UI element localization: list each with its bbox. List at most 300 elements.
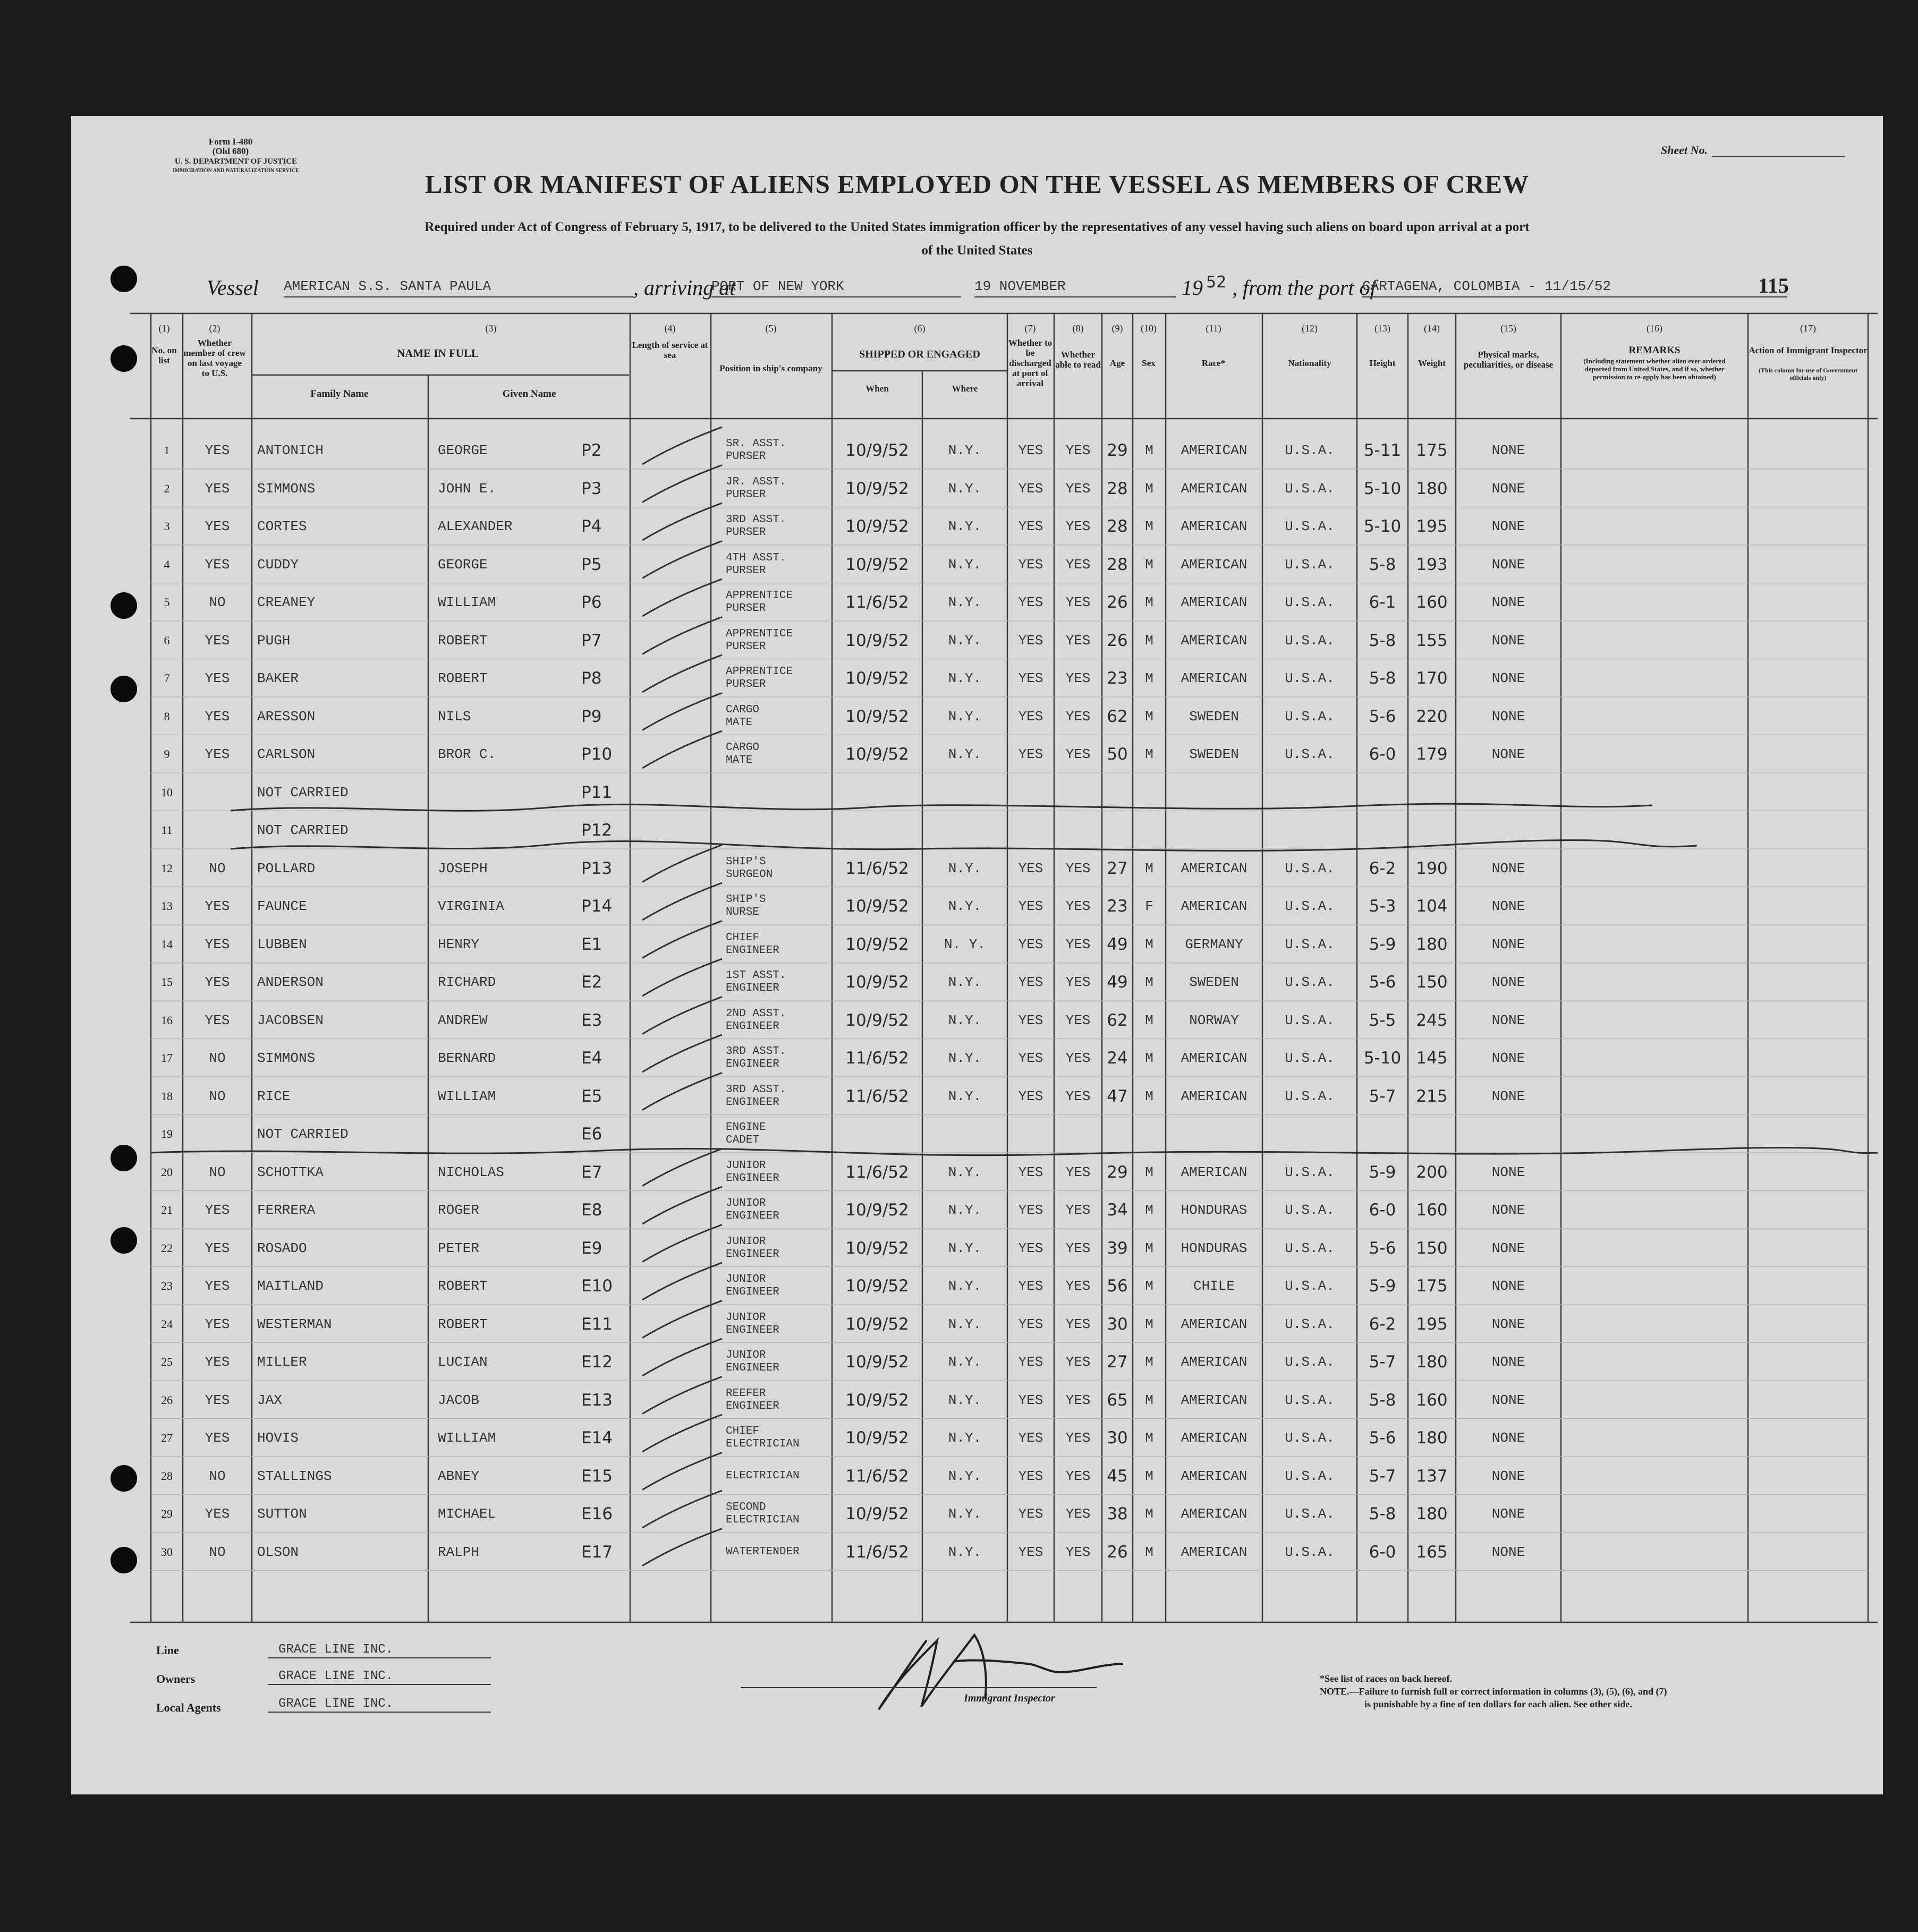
crew-code: E5	[581, 1086, 602, 1106]
nationality-value: U.S.A.	[1285, 442, 1335, 458]
row-number: 22	[161, 1241, 173, 1255]
physical-marks-value: NONE	[1491, 1430, 1525, 1446]
table-row	[71, 1002, 1883, 1039]
crew-code: E3	[581, 1010, 602, 1030]
shipped-when: 10/9/52	[845, 1314, 909, 1334]
arrival-port: PORT OF NEW YORK	[711, 278, 844, 294]
race-value: NORWAY	[1189, 1012, 1239, 1028]
height-value: 5-7	[1369, 1466, 1396, 1486]
given-name: ROBERT	[438, 670, 488, 686]
nationality-value: U.S.A.	[1285, 1088, 1335, 1104]
family-name: RICE	[257, 1088, 291, 1104]
shipped-where: N.Y.	[948, 1278, 982, 1294]
age-value: 47	[1107, 1086, 1128, 1106]
sex-value: M	[1145, 594, 1153, 610]
discharged-value: YES	[1018, 556, 1043, 573]
family-name: CORTES	[257, 518, 307, 534]
table-row	[71, 1267, 1883, 1305]
header-race: Race*	[1201, 358, 1226, 368]
age-value: 45	[1107, 1466, 1128, 1486]
shipped-when: 11/6/52	[845, 858, 909, 878]
row-number: 12	[161, 861, 173, 875]
physical-marks-value: NONE	[1491, 518, 1525, 534]
discharged-value: YES	[1018, 1468, 1043, 1484]
position-cell	[726, 1306, 832, 1343]
age-value: 49	[1107, 934, 1128, 954]
weight-value: 175	[1416, 441, 1448, 460]
row-number: 17	[161, 1051, 173, 1065]
crew-code: P13	[581, 858, 613, 878]
position-line-1: ENGINE	[726, 1121, 766, 1134]
nationality-value: U.S.A.	[1285, 670, 1335, 686]
sex-value: M	[1145, 556, 1153, 573]
physical-marks-value: NONE	[1491, 1240, 1525, 1256]
shipped-when: 11/6/52	[845, 1162, 909, 1182]
nationality-value: U.S.A.	[1285, 480, 1335, 497]
given-name: JACOB	[438, 1392, 480, 1408]
row-number: 29	[161, 1507, 173, 1520]
crew-code: P12	[581, 821, 613, 840]
position-cell	[726, 774, 832, 811]
weight-value: 104	[1416, 897, 1448, 916]
race-value: GERMANY	[1185, 936, 1243, 952]
row-number: 16	[161, 1013, 173, 1027]
able-to-read-value: YES	[1065, 1202, 1091, 1218]
nationality-value: U.S.A.	[1285, 1392, 1335, 1408]
family-name: ROSADO	[257, 1240, 307, 1256]
shipped-when: 10/9/52	[845, 934, 909, 954]
race-value: AMERICAN	[1181, 1468, 1247, 1484]
nationality-value: U.S.A.	[1285, 936, 1335, 952]
binder-hole	[111, 266, 137, 292]
position-cell	[726, 1458, 832, 1495]
position-line-1: CHIEF	[726, 1425, 760, 1437]
binder-hole	[111, 1465, 137, 1492]
nationality-value: U.S.A.	[1285, 556, 1335, 573]
row-number: 6	[164, 633, 170, 647]
col-15-number: (15)	[1500, 323, 1516, 334]
height-value: 5-6	[1369, 707, 1396, 726]
discharged-value: YES	[1018, 898, 1043, 914]
table-row	[71, 622, 1883, 659]
height-value: 5-8	[1369, 669, 1396, 688]
able-to-read-value: YES	[1065, 746, 1091, 762]
able-to-read-value: YES	[1065, 1278, 1091, 1294]
shipped-when: 10/9/52	[845, 1390, 909, 1410]
col-2-number: (2)	[209, 323, 220, 334]
crew-code: E8	[581, 1201, 602, 1220]
nationality-value: U.S.A.	[1285, 594, 1335, 610]
header-nationality: Nationality	[1288, 358, 1331, 368]
position-line-1: JUNIOR	[726, 1235, 766, 1248]
nationality-value: U.S.A.	[1285, 1240, 1335, 1256]
discharged-value: YES	[1018, 974, 1043, 990]
family-name: BAKER	[257, 670, 299, 686]
given-name: RICHARD	[438, 974, 496, 990]
shipped-when: 10/9/52	[845, 1276, 909, 1296]
race-value: AMERICAN	[1181, 1430, 1247, 1446]
weight-value: 175	[1416, 1276, 1448, 1296]
binder-hole	[111, 676, 137, 702]
race-value: AMERICAN	[1181, 1544, 1247, 1560]
crew-code: E7	[581, 1162, 602, 1182]
able-to-read-value: YES	[1065, 936, 1091, 952]
height-value: 5-10	[1363, 479, 1402, 498]
weight-value: 160	[1416, 1390, 1448, 1410]
last-voyage-value: YES	[205, 1354, 230, 1370]
discharged-value: YES	[1018, 1088, 1043, 1104]
last-voyage-value: NO	[209, 1088, 226, 1104]
given-name: JOHN E.	[438, 480, 496, 497]
family-name: ANTONICH	[257, 442, 324, 458]
sex-value: M	[1145, 1278, 1153, 1294]
able-to-read-value: YES	[1065, 1240, 1091, 1256]
position-line-2: MATE	[726, 716, 753, 729]
row-number: 18	[161, 1089, 173, 1103]
header-when: When	[865, 384, 889, 394]
age-value: 29	[1107, 441, 1128, 460]
position-line-2: ENGINEER	[726, 1362, 779, 1374]
vessel-label: Vessel	[207, 276, 259, 300]
height-value: 5-7	[1369, 1086, 1396, 1106]
table-row	[71, 736, 1883, 773]
col-1-number: (1)	[158, 323, 170, 334]
sex-value: M	[1145, 708, 1153, 725]
crew-code: E13	[581, 1390, 613, 1410]
able-to-read-value: YES	[1065, 1468, 1091, 1484]
position-line-1: SECOND	[726, 1501, 766, 1513]
position-line-1: JUNIOR	[726, 1273, 766, 1286]
nationality-value: U.S.A.	[1285, 1316, 1335, 1332]
sex-value: M	[1145, 670, 1153, 686]
given-name: RALPH	[438, 1544, 480, 1560]
col-6-number: (6)	[914, 323, 926, 334]
table-row	[71, 1078, 1883, 1115]
age-value: 26	[1107, 631, 1128, 650]
shipped-where: N.Y.	[948, 442, 982, 458]
sheet-number-label: Sheet No.	[1661, 143, 1708, 157]
age-value: 26	[1107, 593, 1128, 612]
able-to-read-value: YES	[1065, 480, 1091, 497]
crew-code: P10	[581, 745, 613, 764]
shipped-when: 10/9/52	[845, 1352, 909, 1372]
position-line-1: 4TH ASST.	[726, 551, 786, 564]
sex-value: M	[1145, 1050, 1153, 1066]
weight-value: 180	[1416, 934, 1448, 954]
last-voyage-value: YES	[205, 518, 230, 534]
inspector-signature-line	[741, 1687, 1097, 1688]
last-voyage-value: YES	[205, 1240, 230, 1256]
service-name: IMMIGRATION AND NATURALIZATION SERVICE	[173, 168, 299, 174]
age-value: 38	[1107, 1504, 1128, 1524]
row-number: 2	[164, 481, 170, 495]
position-line-2: ELECTRICIAN	[726, 1438, 800, 1450]
race-value: HONDURAS	[1181, 1240, 1247, 1256]
shipped-where: N.Y.	[948, 746, 982, 762]
physical-marks-value: NONE	[1491, 1506, 1525, 1522]
discharged-value: YES	[1018, 632, 1043, 649]
age-value: 65	[1107, 1390, 1128, 1410]
header-last-voyage: Whether member of crew on last voyage to U.S.	[183, 338, 246, 378]
form-number: Form I-480	[208, 137, 253, 147]
weight-value: 180	[1416, 1428, 1448, 1448]
position-cell	[726, 660, 832, 697]
crew-code: P7	[581, 631, 602, 650]
family-name: POLLARD	[257, 860, 316, 876]
crew-code: P3	[581, 479, 602, 498]
discharged-value: YES	[1018, 1430, 1043, 1446]
family-name: CARLSON	[257, 746, 316, 762]
crew-code: E6	[581, 1125, 602, 1144]
able-to-read-value: YES	[1065, 708, 1091, 725]
race-value: CHILE	[1193, 1278, 1235, 1294]
weight-value: 155	[1416, 631, 1448, 650]
position-cell	[726, 1191, 832, 1229]
table-row	[71, 1419, 1883, 1457]
nationality-value: U.S.A.	[1285, 708, 1335, 725]
given-name: GEORGE	[438, 556, 488, 573]
shipped-where: N.Y.	[948, 1392, 982, 1408]
last-voyage-value: YES	[205, 1012, 230, 1028]
binder-hole	[111, 592, 137, 619]
row-number: 30	[161, 1545, 173, 1559]
family-name: HOVIS	[257, 1430, 299, 1446]
physical-marks-value: NONE	[1491, 1468, 1525, 1484]
binder-hole	[111, 1227, 137, 1254]
race-value: AMERICAN	[1181, 594, 1247, 610]
position-cell	[726, 1343, 832, 1381]
weight-value: 160	[1416, 593, 1448, 612]
row-number: 3	[164, 520, 170, 533]
last-voyage-value: NO	[209, 860, 226, 876]
last-voyage-value: NO	[209, 1544, 226, 1560]
given-name: MICHAEL	[438, 1506, 496, 1522]
weight-value: 180	[1416, 479, 1448, 498]
family-name: CUDDY	[257, 556, 299, 573]
sex-value: M	[1145, 1240, 1153, 1256]
discharged-value: YES	[1018, 1278, 1043, 1294]
header-name-in-full: NAME IN FULL	[396, 347, 479, 360]
crew-code: P14	[581, 897, 613, 916]
physical-marks-value: NONE	[1491, 1316, 1525, 1332]
position-cell	[726, 1078, 832, 1115]
row-number: 27	[161, 1431, 173, 1444]
family-name: MAITLAND	[257, 1278, 324, 1294]
position-line-2: PURSER	[726, 526, 766, 539]
physical-marks-value: NONE	[1491, 936, 1525, 952]
position-line-1: JUNIOR	[726, 1311, 766, 1324]
position-line-1: JUNIOR	[726, 1159, 766, 1172]
row-number: 1	[164, 444, 170, 457]
height-value: 6-2	[1369, 1314, 1396, 1334]
table-row	[71, 1116, 1883, 1153]
penalty-note-1: NOTE.—Failure to furnish full or correct information in columns (3), (5), (6), and (7)	[1320, 1686, 1667, 1697]
owners-underline	[268, 1684, 491, 1685]
crew-code: P2	[581, 441, 602, 460]
page-title: LIST OR MANIFEST OF ALIENS EMPLOYED ON THE VESSEL AS MEMBERS OF CREW	[425, 169, 1530, 199]
age-value: 28	[1107, 517, 1128, 536]
family-name: SIMMONS	[257, 1050, 316, 1066]
weight-value: 195	[1416, 1314, 1448, 1334]
penalty-note-2: is punishable by a fine of ten dollars for each alien. See other side.	[1364, 1699, 1632, 1709]
col-12-number: (12)	[1302, 323, 1318, 334]
height-value: 6-0	[1369, 745, 1396, 764]
position-line-2: NURSE	[726, 906, 760, 918]
subtitle-line-1: Required under Act of Congress of February 5, 1917, to be delivered to the United States immigration officer by the representatives of any vessel having such aliens on board upon arrival at a port	[425, 220, 1530, 234]
weight-value: 145	[1416, 1049, 1448, 1068]
nationality-value: U.S.A.	[1285, 1468, 1335, 1484]
shipped-when: 10/9/52	[845, 1238, 909, 1258]
discharged-value: YES	[1018, 1202, 1043, 1218]
from-port-label: , from the port of	[1232, 276, 1376, 300]
physical-marks-value: NONE	[1491, 594, 1525, 610]
col-16-number: (16)	[1647, 323, 1662, 334]
family-name: SIMMONS	[257, 480, 316, 497]
nationality-value: U.S.A.	[1285, 1506, 1335, 1522]
agents-label: Local Agents	[156, 1701, 221, 1714]
shipped-when: 10/9/52	[845, 1010, 909, 1030]
given-name: VIRGINIA	[438, 898, 504, 914]
race-value: AMERICAN	[1181, 518, 1247, 534]
table-row	[71, 1458, 1883, 1495]
age-value: 62	[1107, 1010, 1128, 1030]
position-line-1: CARGO	[726, 703, 760, 716]
race-value: HONDURAS	[1181, 1202, 1247, 1218]
shipped-when: 11/6/52	[845, 1466, 909, 1486]
shipped-where: N.Y.	[948, 1164, 982, 1180]
race-value: AMERICAN	[1181, 442, 1247, 458]
position-cell	[726, 622, 832, 659]
header-discharged: Whether to be discharged at port of arrival	[1008, 338, 1053, 388]
shipped-where: N. Y.	[944, 936, 986, 952]
crew-code: E4	[581, 1049, 602, 1068]
last-voyage-value: YES	[205, 936, 230, 952]
able-to-read-value: YES	[1065, 1544, 1091, 1560]
position-line-2: ENGINEER	[726, 1210, 779, 1222]
discharged-value: YES	[1018, 594, 1043, 610]
able-to-read-value: YES	[1065, 1392, 1091, 1408]
age-value: 26	[1107, 1542, 1128, 1562]
family-name: ANDERSON	[257, 974, 324, 990]
family-name: WESTERMAN	[257, 1316, 332, 1332]
race-value: AMERICAN	[1181, 556, 1247, 573]
last-voyage-value: YES	[205, 442, 230, 458]
row-number: 23	[161, 1279, 173, 1292]
weight-value: 180	[1416, 1352, 1448, 1372]
binder-hole	[111, 1145, 137, 1171]
last-voyage-value: YES	[205, 1506, 230, 1522]
shipped-when: 10/9/52	[845, 897, 909, 916]
able-to-read-value: YES	[1065, 442, 1091, 458]
last-voyage-value: NO	[209, 1164, 226, 1180]
table-row	[71, 508, 1883, 545]
table-row	[71, 1191, 1883, 1229]
position-cell	[726, 812, 832, 849]
weight-value: 245	[1416, 1010, 1448, 1030]
sex-value: M	[1145, 1202, 1153, 1218]
family-name: NOT CARRIED	[257, 784, 349, 801]
family-name: FERRERA	[257, 1202, 316, 1218]
able-to-read-value: YES	[1065, 670, 1091, 686]
header-age: Age	[1109, 358, 1125, 368]
position-cell	[726, 1382, 832, 1419]
given-name: WILLIAM	[438, 1088, 496, 1104]
last-voyage-value: NO	[209, 594, 226, 610]
table-row	[71, 584, 1883, 621]
discharged-value: YES	[1018, 1392, 1043, 1408]
sex-value: M	[1145, 1012, 1153, 1028]
position-line-1: APPRENTICE	[726, 666, 793, 678]
table-row	[71, 1343, 1883, 1381]
age-value: 28	[1107, 479, 1128, 498]
shipped-where: N.Y.	[948, 1050, 982, 1066]
table-row	[71, 1382, 1883, 1419]
discharged-value: YES	[1018, 936, 1043, 952]
physical-marks-value: NONE	[1491, 1164, 1525, 1180]
position-line-2: ELECTRICIAN	[726, 1469, 800, 1482]
last-voyage-value: YES	[205, 480, 230, 497]
position-cell	[726, 508, 832, 545]
height-value: 6-1	[1369, 593, 1396, 612]
given-name: ANDREW	[438, 1012, 488, 1028]
agents-underline	[268, 1712, 491, 1713]
age-value: 29	[1107, 1162, 1128, 1182]
shipped-where: N.Y.	[948, 974, 982, 990]
family-name: FAUNCE	[257, 898, 307, 914]
position-line-1: JUNIOR	[726, 1197, 766, 1210]
age-value: 34	[1107, 1201, 1128, 1220]
race-value: AMERICAN	[1181, 1316, 1247, 1332]
weight-value: 137	[1416, 1466, 1448, 1486]
height-value: 5-9	[1369, 1276, 1396, 1296]
able-to-read-value: YES	[1065, 594, 1091, 610]
able-to-read-value: YES	[1065, 1164, 1091, 1180]
weight-value: 195	[1416, 517, 1448, 536]
shipped-where: N.Y.	[948, 556, 982, 573]
discharged-value: YES	[1018, 1544, 1043, 1560]
sex-value: M	[1145, 936, 1153, 952]
given-name: WILLIAM	[438, 594, 496, 610]
given-name: ROGER	[438, 1202, 480, 1218]
physical-marks-value: NONE	[1491, 1202, 1525, 1218]
header-able-to-read: Whether able to read	[1055, 350, 1101, 370]
nationality-value: U.S.A.	[1285, 746, 1335, 762]
row-number: 24	[161, 1317, 173, 1331]
owners-value: GRACE LINE INC.	[278, 1669, 394, 1683]
subtitle-line-2: of the United States	[921, 243, 1033, 258]
family-name: NOT CARRIED	[257, 1126, 349, 1142]
physical-marks-value: NONE	[1491, 556, 1525, 573]
physical-marks-value: NONE	[1491, 1544, 1525, 1560]
height-value: 5-11	[1363, 441, 1402, 460]
inspector-signature	[847, 1619, 1219, 1720]
age-value: 50	[1107, 745, 1128, 764]
col-3-number: (3)	[485, 323, 497, 334]
inspector-label: Immigrant Inspector	[964, 1692, 1055, 1704]
height-value: 5-8	[1369, 555, 1396, 574]
weight-value: 215	[1416, 1086, 1448, 1106]
given-name: GEORGE	[438, 442, 488, 458]
row-number: 13	[161, 899, 173, 913]
last-voyage-value: NO	[209, 1468, 226, 1484]
shipped-when: 10/9/52	[845, 973, 909, 992]
table-row	[71, 850, 1883, 887]
last-voyage-value: YES	[205, 670, 230, 686]
position-line-2: ENGINEER	[726, 982, 779, 994]
position-cell	[726, 1419, 832, 1457]
position-cell	[726, 1267, 832, 1305]
family-name: SUTTON	[257, 1506, 307, 1522]
